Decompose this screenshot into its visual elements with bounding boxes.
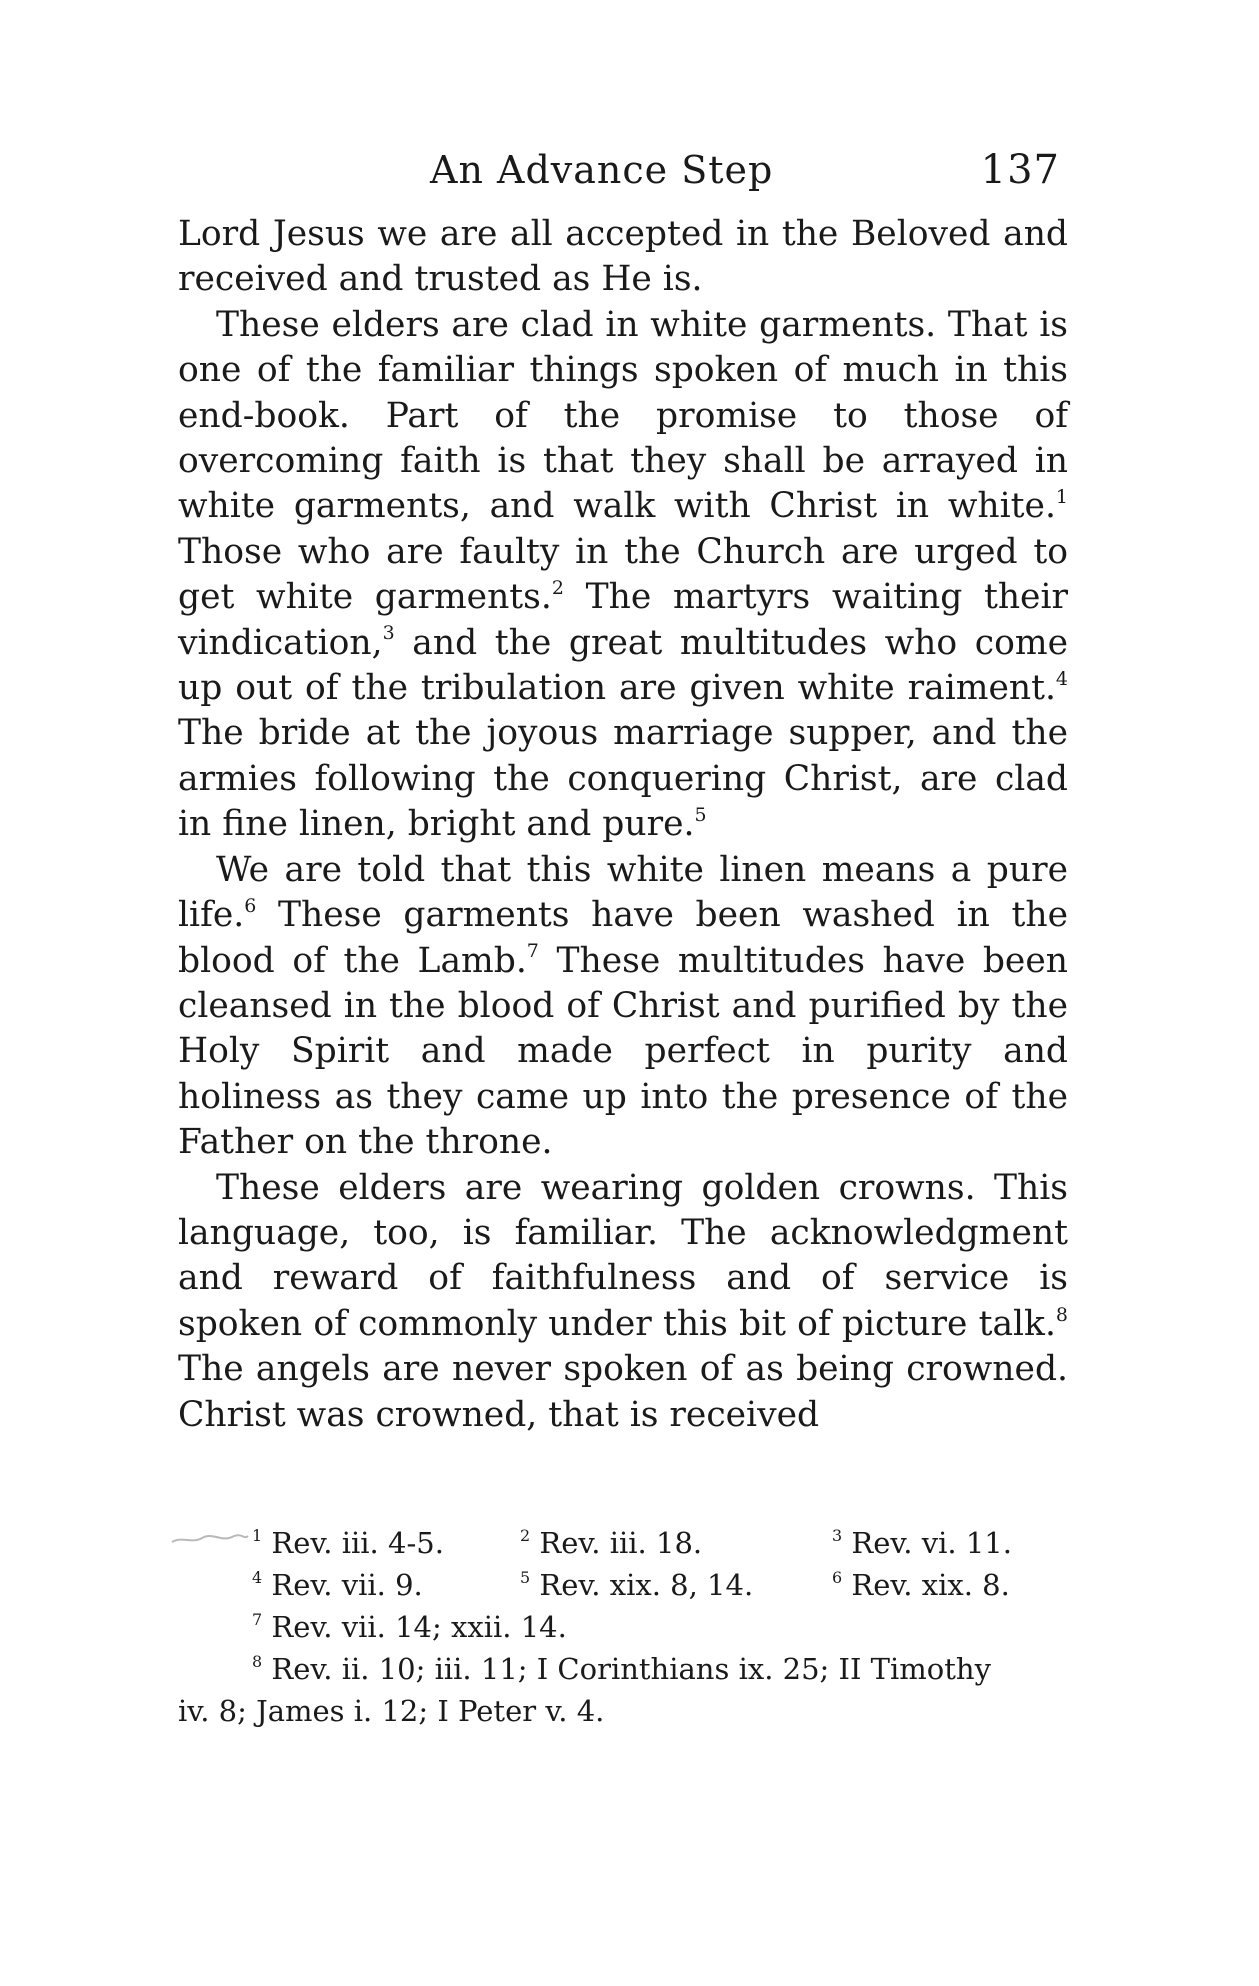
footnote-text: Rev. xix. 8, 14. [530,1568,754,1602]
text-run: We are told that this white linen means a pure life. [178,849,1068,936]
footnote [252,1564,520,1606]
footnote-mark: 4 [252,1568,263,1588]
footnote-continuation: iv. 8; James i. 12; I Peter v. 4. [178,1694,605,1728]
text-run: These elders are wearing golden crowns. This language, too, is familiar. The acknowledgment and reward of faithfulness and of service is spoken of commonly under this bit of picture talk. [178,1167,1068,1344]
footnote-mark: 7 [252,1610,263,1630]
running-title: An Advance Step [430,148,774,192]
footnote-text: Rev. iii. 18. [530,1526,703,1560]
text-run: These multitudes have been cleansed in the blood of Christ and purified by the Holy Spirit and made perfect in purity and holiness as they came up into the presence of the Father on the throne. [178,940,1068,1163]
text-run: Those who are faulty in the Church are urged to get white garments. [178,531,1068,618]
paragraph [178,303,1068,848]
footnote [178,1648,1078,1690]
text-run: The bride at the joyous marriage supper, and the armies following the conquering Christ, are clad in fine linen, bright and pure. [178,713,1068,845]
footnote-reference: 1 [1055,486,1068,509]
footnote-reference: 7 [526,940,539,963]
text-run: Lord Jesus we are all accepted in the Beloved and received and trusted as He is. [178,214,1068,300]
footnote-mark: 6 [832,1568,843,1588]
footnote-text: Rev. iii. 4-5. [262,1526,444,1560]
footnote-reference: 8 [1055,1303,1068,1326]
text-run: The martyrs waiting their vindication, [178,577,1068,663]
footnote-text: Rev. vii. 14; xxii. 14. [262,1610,567,1644]
footnote-text: Rev. xix. 8. [842,1568,1010,1602]
footnote-reference: 4 [1055,667,1068,690]
footnote-mark: 3 [832,1526,843,1546]
footnote [832,1522,1012,1564]
footnote [520,1522,832,1564]
footnote-mark: 5 [520,1568,531,1588]
footnote-mark: 8 [252,1652,263,1672]
footnote-text: Rev. vi. 11. [842,1526,1012,1560]
paragraph [178,1166,1068,1438]
text-run: The angels are never spoken of as being crowned. Christ was crowned, that is received [178,1349,1068,1435]
footnote [252,1522,520,1564]
footnote-reference: 3 [382,622,395,645]
footnote-row [178,1522,1078,1564]
footnote-mark: 1 [252,1526,263,1546]
footnote [178,1606,1078,1648]
footnote-text: Rev. ii. 10; iii. 11; I Corinthians ix. 25; II Timothy [262,1652,991,1686]
footnote [520,1564,832,1606]
footnote [832,1564,1010,1606]
text-run: These elders are clad in white garments. That is one of the familiar things spoken of much in this end-book. Part of the promise to those of overcoming faith is that they shall be arrayed in white garments, and walk with Christ in white. [178,304,1068,527]
footnote-row [178,1564,1078,1606]
footnotes [178,1522,1078,1732]
footnote-text: Rev. vii. 9. [262,1568,423,1602]
paragraph [178,848,1068,1166]
footnote-mark: 2 [520,1526,531,1546]
text-run: These garments have been washed in the blood of the Lamb. [178,895,1068,981]
text-run: and the great multitudes who come up out of the tribulation are given white raiment. [178,622,1068,709]
footnote-reference: 5 [694,804,707,827]
page-number: 137 [980,147,1060,193]
body-text [178,212,1068,1438]
running-header [180,140,1060,200]
footnote-reference: 2 [551,577,564,600]
footnote-reference: 6 [244,894,257,917]
paragraph [178,212,1068,303]
